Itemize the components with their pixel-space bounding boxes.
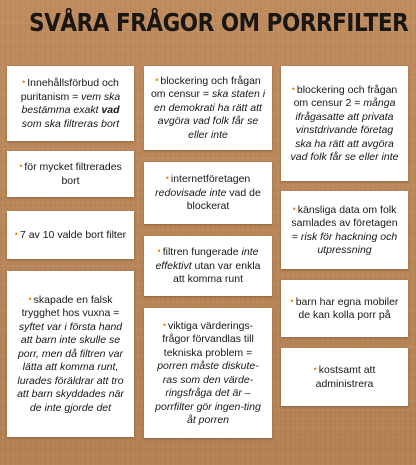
bullet-icon: • bbox=[28, 293, 32, 304]
card-text-italic: syftet var i första hand att barn inte skulle se porr, men då filtren var lätta att komma runt, lurades föräldrar att tro att barn skyddades när de inte gjorde det bbox=[17, 320, 124, 414]
card-text: blockering och frågan om censur = bbox=[150, 74, 261, 101]
card-text: barn har egna mobiler de kan kolla porr på bbox=[295, 295, 399, 321]
card-text-italic: redovisade inte bbox=[155, 186, 227, 199]
card-opt-out bbox=[7, 211, 134, 259]
card-text: Innehållsförbud och puritanism = bbox=[20, 77, 119, 103]
bullet-icon: • bbox=[19, 161, 23, 171]
bullet-icon: • bbox=[291, 83, 295, 94]
bullet-icon: • bbox=[290, 295, 294, 306]
card-sensitive-data bbox=[281, 191, 408, 269]
card-content-ban bbox=[7, 66, 134, 141]
card-text: utan var enkla att komma runt bbox=[172, 259, 261, 286]
card-text: filtren fungerade bbox=[162, 246, 242, 259]
card-text: vad de blockerat bbox=[186, 186, 261, 213]
card-text-italic: vem ska bestämma exakt bbox=[21, 90, 121, 116]
card-text-italic: inte effektivt bbox=[155, 246, 259, 272]
card-text-italic: många ifrågasatte att privata vinstdrivande företag ska ha rätt att avgöra vad folk får se eller inte bbox=[290, 97, 399, 163]
bullet-icon: • bbox=[162, 319, 166, 330]
card-text-bold: vad bbox=[101, 104, 120, 116]
card-text-italic: ska staten i en demokrati ha rätt att avgöra vad folk får se eller inte bbox=[154, 88, 266, 141]
card-text: för mycket filtrerades bort bbox=[24, 161, 122, 187]
card-text: kostsamt att administrera bbox=[315, 364, 376, 390]
card-text-italic: som ska filtreras bort bbox=[21, 117, 120, 130]
bullet-icon: • bbox=[157, 246, 161, 257]
bullet-icon: • bbox=[165, 173, 169, 184]
card-no-disclosure bbox=[144, 162, 272, 224]
card-own-phones bbox=[281, 280, 408, 337]
card-text: känsliga data om folk samlades av företagen = bbox=[291, 203, 398, 243]
bullet-icon: • bbox=[313, 364, 317, 374]
card-text: internetföretagen bbox=[170, 173, 251, 186]
card-ineffective bbox=[144, 236, 272, 296]
page-title: SVÅRA FRÅGOR OM PORRFILTER bbox=[29, 8, 409, 37]
bullet-icon: • bbox=[292, 203, 296, 214]
bullet-icon: • bbox=[14, 228, 18, 239]
card-text-italic: porren måste diskute-ras som den värde-ringsfråga det är – porrfilter gör ingen-ting åt porren bbox=[155, 360, 261, 426]
card-text: skapade en falsk trygghet hos vuxna = bbox=[21, 293, 120, 320]
card-state-censorship bbox=[144, 66, 272, 150]
card-overblocking bbox=[7, 151, 134, 197]
card-private-censorship bbox=[281, 66, 408, 181]
bullet-icon: • bbox=[22, 77, 26, 87]
card-value-questions bbox=[144, 308, 272, 438]
bullet-icon: • bbox=[155, 74, 159, 85]
card-text: blockering och frågan om censur 2 = bbox=[293, 83, 398, 109]
card-text: viktiga värderings-frågor förvandlas till tekniska problem = bbox=[162, 319, 254, 359]
card-costly bbox=[281, 348, 408, 406]
card-text-italic: risk för hackning och utpressning bbox=[300, 230, 398, 256]
card-false-security bbox=[7, 271, 134, 437]
card-text: 7 av 10 valde bort filter bbox=[19, 228, 127, 241]
